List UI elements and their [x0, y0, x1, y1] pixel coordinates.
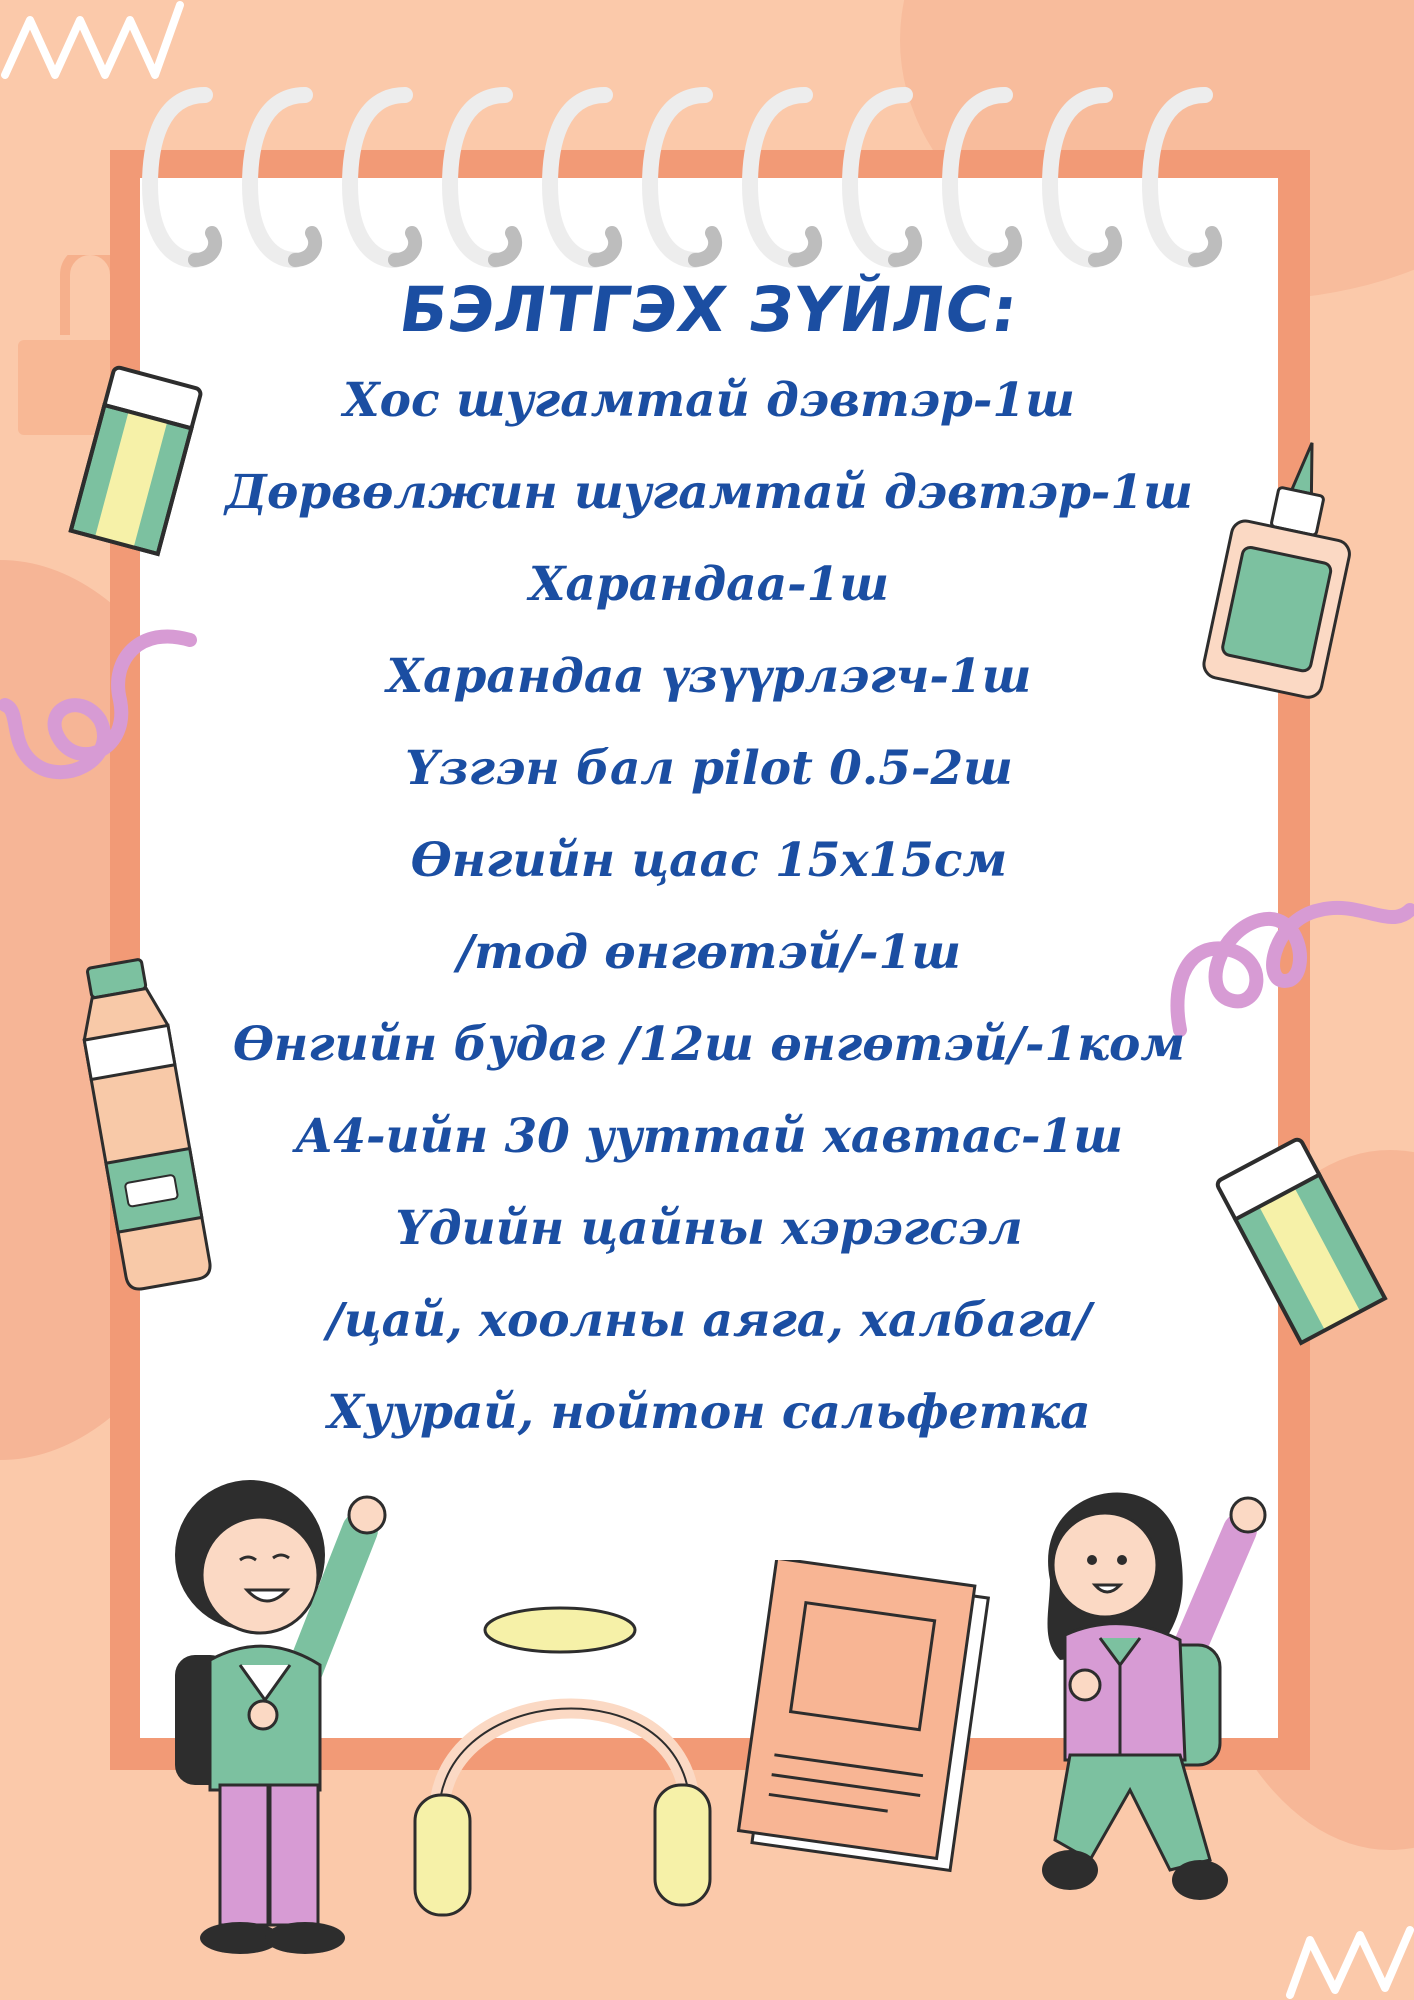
- list-item: Харандаа үзүүрлэгч-1ш: [386, 649, 1032, 704]
- zigzag-decoration: [1280, 1870, 1414, 2000]
- list-item: /тод өнгөтэй/-1ш: [456, 925, 961, 980]
- boy-with-backpack: [155, 1460, 415, 1980]
- list-item: Өнгийн цаас 15x15см: [410, 833, 1008, 888]
- spiral-binding: [130, 85, 1260, 275]
- list-item: /цай, хоолны аяга, халбага/: [326, 1293, 1092, 1348]
- list-item: Харандаа-1ш: [528, 557, 890, 612]
- list-item: А4-ийн 30 ууттай хавтас-1ш: [295, 1109, 1123, 1164]
- list-item: Хуурай, нойтон сальфетка: [327, 1385, 1091, 1440]
- list-item: Өнгийн будаг /12ш өнгөтэй/-1ком: [232, 1017, 1186, 1072]
- list-item: Үдийн цайны хэрэгсэл: [395, 1201, 1023, 1256]
- list-title: БЭЛТГЭХ ЗҮЙЛС:: [395, 273, 1023, 346]
- supply-list: [140, 265, 1278, 1459]
- girl-with-backpack: [1010, 1460, 1290, 1920]
- headphones-icon: [400, 1600, 730, 1930]
- list-item: Үзгэн бал pilot 0.5-2ш: [405, 741, 1013, 796]
- list-item: Хос шугамтай дэвтэр-1ш: [343, 373, 1075, 428]
- notebook-icon: [700, 1560, 1000, 1880]
- list-item: Дөрвөлжин шугамтай дэвтэр-1ш: [225, 465, 1193, 520]
